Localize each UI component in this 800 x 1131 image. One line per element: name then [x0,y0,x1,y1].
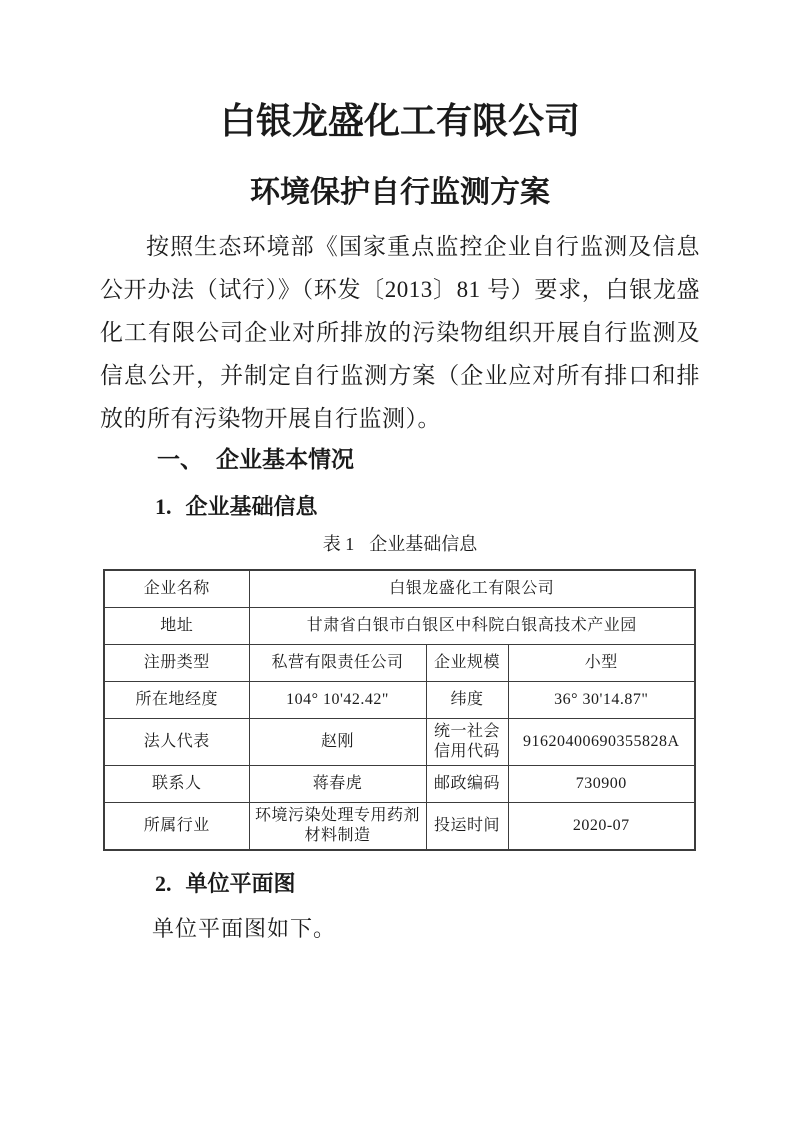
subsection-number: 1. [155,494,172,519]
company-name-value: 白银龙盛化工有限公司 [249,570,695,608]
subsection-number: 2. [155,871,172,896]
closing-paragraph: 单位平面图如下。 [152,916,337,941]
longitude-label: 所在地经度 [104,682,249,719]
registration-type-label: 注册类型 [104,645,249,682]
table-row-coordinates [104,682,695,719]
company-info-table [103,569,696,851]
table-caption-number: 表 1 [322,534,355,554]
latitude-label: 纬度 [426,682,508,719]
table-row-address [104,608,695,645]
section-heading-basic-info [100,444,700,474]
contact-person-value: 蒋春虎 [249,766,426,803]
document-title: 白银龙盛化工有限公司 [219,101,580,141]
latitude-value: 36° 30'14.87" [508,682,695,719]
table-row-legal-representative [104,719,695,766]
address-value: 甘肃省白银市白银区中科院白银高技术产业园 [249,608,695,645]
subsection-heading-basic-info [100,492,700,522]
table-caption-title: 企业基础信息 [369,534,478,554]
legal-representative-label: 法人代表 [104,719,249,766]
subsection-heading-plan-view [100,869,700,899]
intro-paragraph: 按照生态环境部《国家重点监控企业自行监测及信息公开办法（试行）》（环发〔2013〕81 号）要求，白银龙盛化工有限公司企业对所排放的污染物组织开展自行监测及信息公开，并制定自行监测方案（企业应对所有排口和排放的所有污染物开展自行监测）。 [100,234,700,431]
industry-value: 环境污染处理专用药剂材料制造 [249,803,426,851]
registration-type-value: 私营有限责任公司 [249,645,426,682]
document-subtitle: 环境保护自行监测方案 [250,176,550,209]
table-caption [100,532,700,556]
company-name-label: 企业名称 [104,570,249,608]
table-row-contact [104,766,695,803]
postal-code-label: 邮政编码 [426,766,508,803]
credit-code-label: 统一社会信用代码 [426,719,508,766]
credit-code-value: 91620400690355828A [508,719,695,766]
postal-code-value: 730900 [508,766,695,803]
industry-label: 所属行业 [104,803,249,851]
subsection-title: 单位平面图 [185,871,296,896]
enterprise-scale-label: 企业规模 [426,645,508,682]
address-label: 地址 [104,608,249,645]
enterprise-scale-value: 小型 [508,645,695,682]
longitude-value: 104° 10'42.42" [249,682,426,719]
legal-representative-value: 赵刚 [249,719,426,766]
section-number: 一、 [157,446,203,472]
table-row-company-name [104,570,695,608]
table-row-registration [104,645,695,682]
contact-person-label: 联系人 [104,766,249,803]
table-row-industry [104,803,695,851]
operation-date-label: 投运时间 [426,803,508,851]
section-title: 企业基本情况 [216,446,354,472]
operation-date-value: 2020-07 [508,803,695,851]
subsection-title: 企业基础信息 [185,494,318,519]
